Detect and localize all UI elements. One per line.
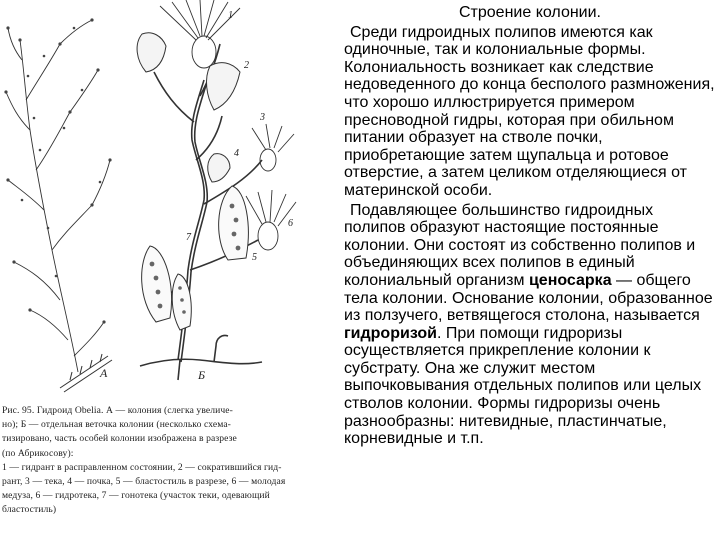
paragraph-2-part-a: Подавляющее большинство гидроидных полипов образуют настоящие постоянные колонии. Они состоят из собственно полипов и объединяющих всех полипов в единый колониальный организм (344, 201, 696, 289)
label-b: Б (198, 368, 206, 382)
thecae (137, 33, 240, 182)
paragraph-1: Среди гидроидных полипов имеются как одиночные, так и колониальные формы. Колониальность возникает как следствие недоведенного до конца бесполого размножения, что хорошо иллюстрируется примером пресноводной гидры, которая при обильном питании образует на стволе почки, приобретающие затем щупальца и ротовое отверстие, а затем целиком отделяющиеся от материнской особи. (344, 23, 715, 199)
term-coenosarc: ценосарка (528, 271, 612, 289)
label-a: A (100, 366, 108, 380)
caption-line: (по Абрикосову): (2, 447, 74, 459)
number-label-1: 1 (228, 10, 233, 21)
term-hydrorhiza: гидроризой (344, 324, 437, 342)
paragraph-2 (344, 202, 716, 448)
section-title: Строение колонии. (459, 4, 601, 21)
article-text (344, 4, 716, 448)
caption-line: но); Б — отдельная веточка колонии (несколько схема- (2, 419, 231, 431)
caption-line: рант, 3 — тека, 4 — почка, 5 — бластостиль в разрезе, 6 — молодая (2, 476, 286, 488)
figure-caption (2, 404, 334, 518)
colony-a-drawing (6, 20, 110, 372)
number-label-6: 6 (288, 218, 293, 229)
caption-line: тизировано, часть особей колонии изображена в разрезе (2, 433, 237, 445)
paragraph-2-part-b: — общего тела колонии. Основание колонии, образованное из ползучего, ветвящегося столона, называется (344, 271, 713, 325)
caption-line: медуза, 6 — гидротека, 7 — гонотека (участок теки, одевающий (2, 490, 270, 502)
number-label-2: 2 (244, 60, 249, 71)
caption-line: 1 — гидрант в расправленном состоянии, 2 — сократившийся гид- (2, 461, 282, 473)
number-label-5: 5 (252, 252, 257, 263)
caption-line: Рис. 95. Гидроид Obelia. А — колония (слегка увеличе- (2, 405, 233, 416)
number-label-7: 7 (186, 232, 191, 243)
number-label-3: 3 (260, 112, 265, 123)
caption-line: бластостиль) (2, 504, 57, 516)
paragraph-2-part-c: . При помощи гидроризы осуществляется прикрепление колонии к субстрату. Она же служит местом выпочковывания отдельных полипов или целых стволов колонии. Формы гидроризы очень разнообразны: нитевидные, пластинчатые, корневидные и т.п. (344, 324, 702, 448)
figure-obelia (0, 0, 338, 540)
obelia-illustration (0, 0, 338, 400)
number-label-4: 4 (234, 148, 239, 159)
